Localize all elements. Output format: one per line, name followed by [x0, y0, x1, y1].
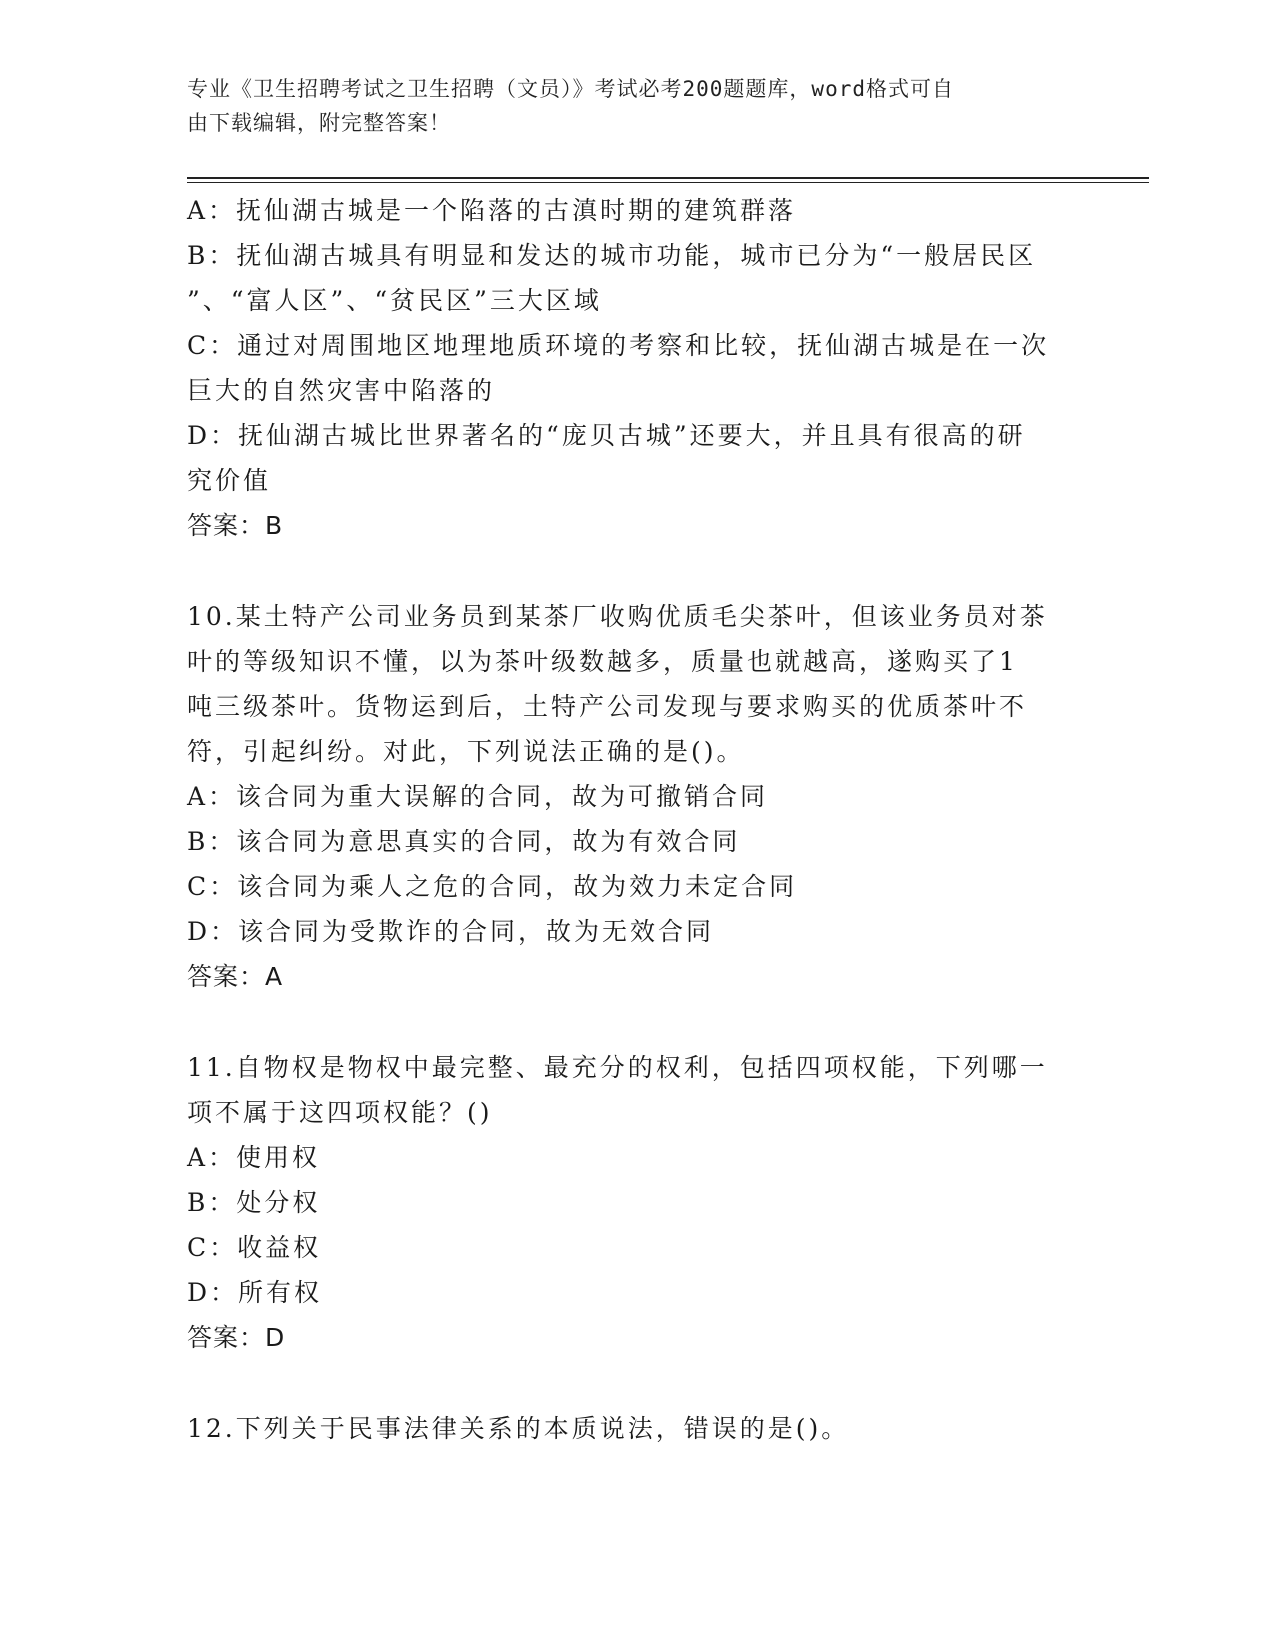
header-title-line-1: 专业《卫生招聘考试之卫生招聘（文员）》考试必考200题题库，word格式可自 [187, 77, 954, 101]
spacer [187, 548, 1077, 594]
q9-answer: 答案：B [187, 511, 284, 540]
q10-stem-line: 叶的等级知识不懂，以为茶叶级数越多，质量也就越高，遂购买了1 [187, 647, 1018, 676]
header-rule-thick [187, 177, 1149, 179]
q11-stem-line: 11.自物权是物权中最完整、最充分的权利，包括四项权能，下列哪一 [187, 1053, 1048, 1082]
q12-stem-line: 12.下列关于民事法律关系的本质说法，错误的是()。 [187, 1414, 850, 1443]
q9-option-line: ”、“富人区”、“贫民区”三大区域 [187, 286, 602, 315]
q11-option-b: B：处分权 [187, 1188, 321, 1217]
document-header [187, 72, 1067, 140]
q10-option-b: B：该合同为意思真实的合同，故为有效合同 [187, 827, 741, 856]
q10-stem-line: 吨三级茶叶。货物运到后，土特产公司发现与要求购买的优质茶叶不 [187, 692, 1028, 721]
q10-stem-line: 10.某土特产公司业务员到某茶厂收购优质毛尖茶叶，但该业务员对茶 [187, 602, 1048, 631]
q9-option-line: B：抚仙湖古城具有明显和发达的城市功能，城市已分为“一般居民区 [187, 241, 1037, 270]
q10-option-a: A：该合同为重大误解的合同，故为可撤销合同 [187, 782, 769, 811]
header-rule-thin [187, 182, 1149, 183]
q9-option-line: C：通过对周围地区地理地质环境的考察和比较，抚仙湖古城是在一次 [187, 331, 1050, 360]
q11-answer: 答案：D [187, 1323, 286, 1352]
q11-option-c: C：收益权 [187, 1233, 322, 1262]
q10-option-c: C：该合同为乘人之危的合同，故为效力未定合同 [187, 872, 798, 901]
question-12 [187, 1406, 1077, 1451]
question-10 [187, 594, 1077, 999]
spacer [187, 999, 1077, 1045]
q9-option-line: A：抚仙湖古城是一个陷落的古滇时期的建筑群落 [187, 196, 797, 225]
document-body [187, 188, 1077, 1451]
q11-option-d: D：所有权 [187, 1278, 323, 1307]
q9-option-line: 究价值 [187, 466, 272, 495]
header-title-line-2: 由下载编辑，附完整答案！ [187, 111, 451, 135]
q10-option-d: D：该合同为受欺诈的合同，故为无效合同 [187, 917, 715, 946]
q10-stem-line: 符，引起纠纷。对此，下列说法正确的是()。 [187, 737, 745, 766]
q9-option-line: D：抚仙湖古城比世界著名的“庞贝古城”还要大，并且具有很高的研 [187, 421, 1026, 450]
question-11 [187, 1045, 1077, 1360]
question-9 [187, 188, 1077, 548]
q10-answer: 答案：A [187, 962, 284, 991]
q11-stem-line: 项不属于这四项权能？() [187, 1098, 493, 1127]
q9-option-line: 巨大的自然灾害中陷落的 [187, 376, 496, 405]
q11-option-a: A：使用权 [187, 1143, 321, 1172]
spacer [187, 1360, 1077, 1406]
